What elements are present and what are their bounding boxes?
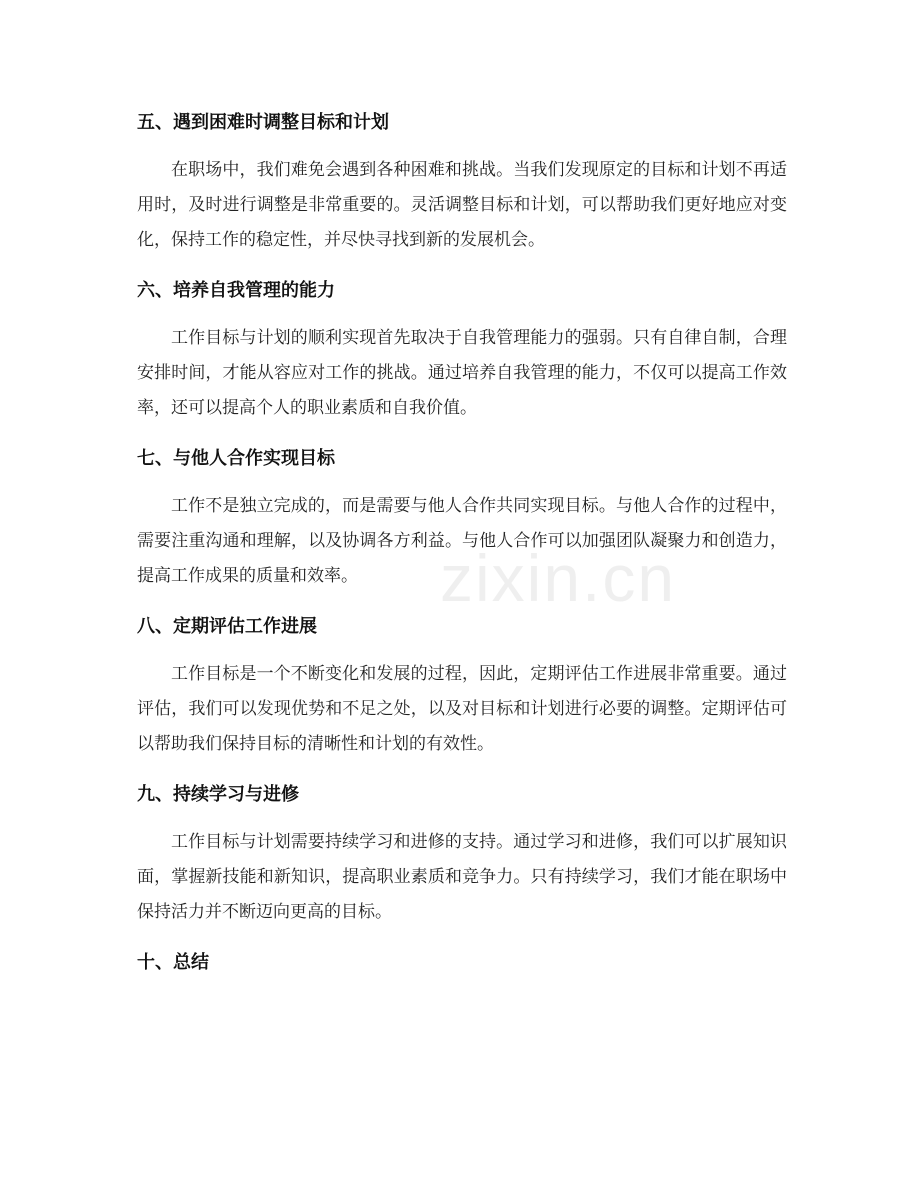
section-paragraph: 工作目标与计划的顺利实现首先取决于自我管理能力的强弱。只有自律自制，合理安排时间，才能从容应对工作的挑战。通过培养自我管理的能力，不仅可以提高工作效率，还可以提高个人的职业素质和自我价值。 bbox=[137, 328, 787, 418]
document-content bbox=[137, 107, 787, 993]
section-9 bbox=[137, 779, 787, 930]
section-heading: 十、总结 bbox=[137, 952, 209, 973]
section-6 bbox=[137, 275, 787, 426]
section-heading: 七、与他人合作实现目标 bbox=[137, 448, 335, 469]
section-heading: 八、定期评估工作进展 bbox=[137, 616, 317, 637]
section-heading: 九、持续学习与进修 bbox=[137, 784, 299, 805]
section-8 bbox=[137, 611, 787, 762]
section-paragraph: 工作不是独立完成的，而是需要与他人合作共同实现目标。与他人合作的过程中，需要注重沟通和理解，以及协调各方利益。与他人合作可以加强团队凝聚力和创造力，提高工作成果的质量和效率。 bbox=[137, 496, 787, 586]
section-paragraph: 工作目标与计划需要持续学习和进修的支持。通过学习和进修，我们可以扩展知识面，掌握新技能和新知识，提高职业素质和竞争力。只有持续学习，我们才能在职场中保持活力并不断迈向更高的目标。 bbox=[137, 832, 787, 922]
section-heading: 五、遇到困难时调整目标和计划 bbox=[137, 112, 389, 133]
section-paragraph: 在职场中，我们难免会遇到各种困难和挑战。当我们发现原定的目标和计划不再适用时，及时进行调整是非常重要的。灵活调整目标和计划，可以帮助我们更好地应对变化，保持工作的稳定性，并尽快寻找到新的发展机会。 bbox=[137, 160, 787, 250]
watermark: zixin.cn bbox=[440, 541, 677, 615]
section-paragraph: 工作目标是一个不断变化和发展的过程，因此，定期评估工作进展非常重要。通过评估，我们可以发现优势和不足之处，以及对目标和计划进行必要的调整。定期评估可以帮助我们保持目标的清晰性和计划的有效性。 bbox=[137, 664, 787, 754]
section-heading: 六、培养自我管理的能力 bbox=[137, 280, 335, 301]
section-7 bbox=[137, 443, 787, 594]
section-10 bbox=[137, 947, 787, 979]
section-5 bbox=[137, 107, 787, 258]
